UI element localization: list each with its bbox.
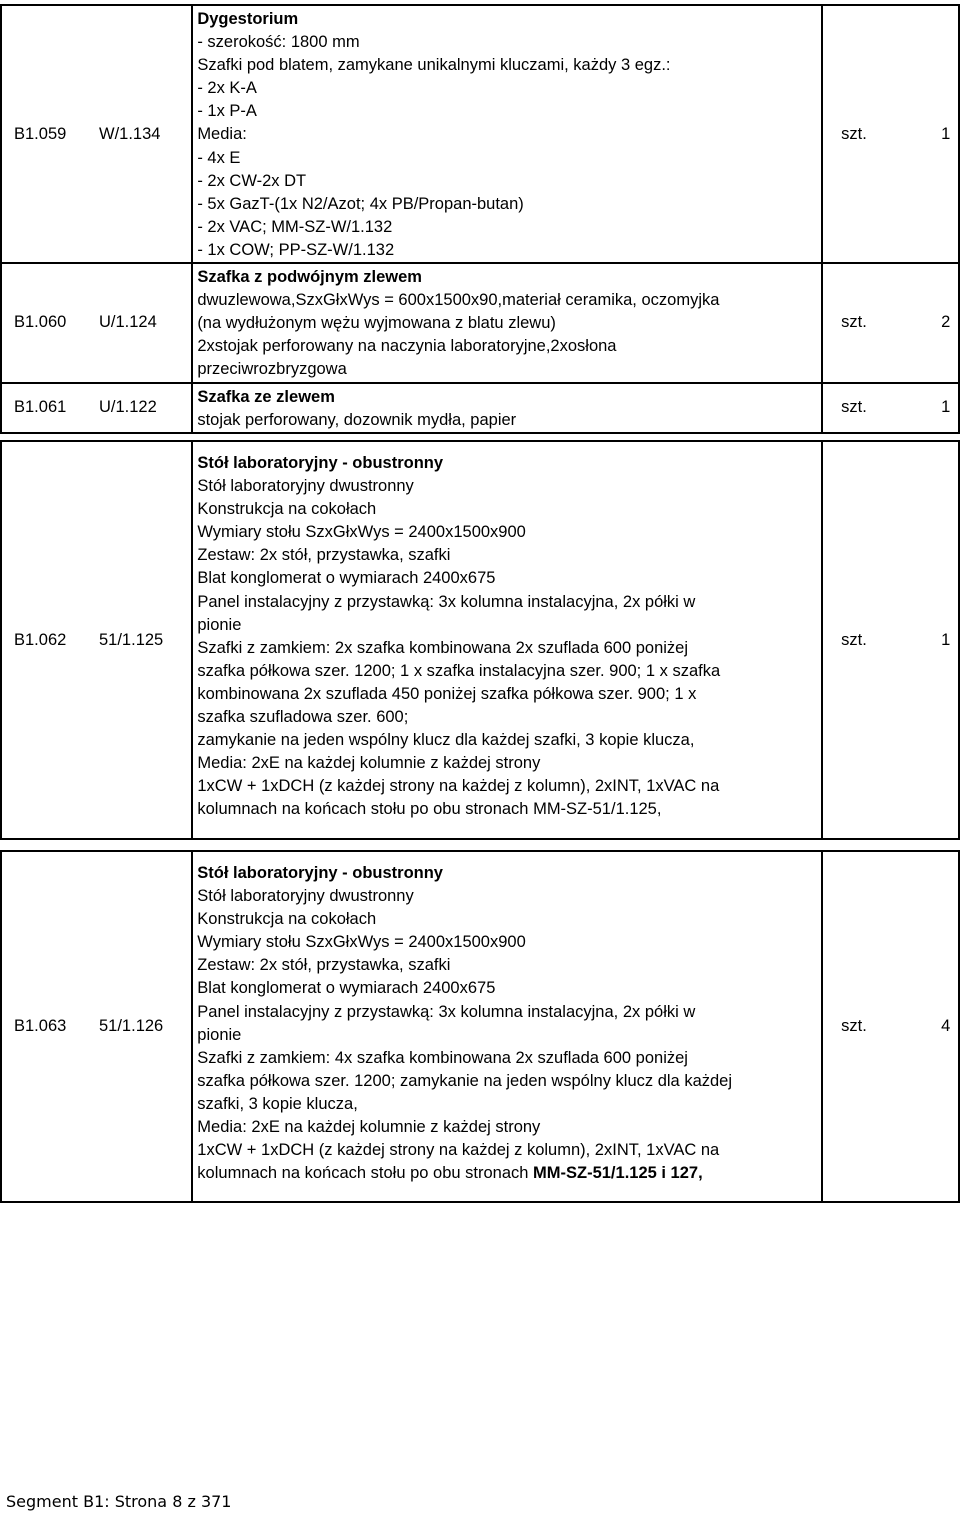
item-unit: szt.: [841, 630, 867, 649]
item-qty: 2: [941, 313, 951, 332]
item-ref: 51/1.126: [99, 1017, 164, 1035]
page-footer: Segment B1: Strona 8 z 371: [6, 1492, 232, 1511]
table-row: [1, 441, 959, 839]
item-qty: 1: [941, 630, 951, 649]
item-unit: szt.: [841, 1017, 867, 1035]
item-title: Dygestorium: [197, 10, 299, 28]
item-ref: W/1.134: [99, 124, 161, 143]
item-unit: szt.: [841, 398, 867, 417]
item-qty: 1: [941, 124, 951, 143]
item-ref-bold: MM-SZ-51/1.125 i 127,: [533, 1164, 703, 1183]
table-row: [1, 851, 959, 1202]
items-table-1: [0, 4, 960, 434]
item-description: Szafka ze zlewem stojak perforowany, dozownik mydła, papier: [192, 383, 822, 433]
items-table-3: [0, 850, 960, 1203]
item-code: B1.063: [14, 1017, 67, 1035]
item-title: Szafka ze zlewem: [197, 387, 335, 406]
item-description: Stół laboratoryjny - obustronny Stół laboratoryjny dwustronny Konstrukcja na cokołach Wymiary stołu SzxGłxWys = 2400x1500x900 Zestaw: 2x stół, przystawka, szafki Blat konglomerat o wymiarach 2400x675 Panel instalacyjny z przystawką: 3x kolumna instalacyjna, 2x półki w pionie Szafki z zamkiem: 4x szafka kombinowana 2x szuflada 600 poniżej szafka półkowa szer. 1200; zamykanie na jeden wspólny klucz dla każdej szafki, 3 kopie klucza, Media: 2xE na każdej kolumnie z każdej strony 1xCW + 1xDCH (z każdej strony na każdej z kolumn), 2xINT, 1xVAC na kolumnach na końcach stołu po obu stronach MM-SZ-51/1.125 i 127,: [192, 851, 822, 1202]
item-qty: 1: [941, 398, 951, 417]
item-ref: 51/1.125: [99, 630, 164, 649]
table-row: [1, 5, 959, 263]
item-code: B1.062: [14, 630, 67, 649]
item-description: Szafka z podwójnym zlewem dwuzlewowa,SzxGłxWys = 600x1500x90,materiał ceramika, oczomyjka (na wydłużonym wężu wyjmowana z blatu zlewu) 2xstojak perforowany na naczynia laboratoryjne,2xosłona przeciwrozbryzgowa: [192, 263, 822, 382]
item-unit: szt.: [841, 124, 867, 143]
item-code: B1.059: [14, 124, 67, 143]
table-row: [1, 263, 959, 382]
table-row: [1, 383, 959, 433]
item-code: B1.061: [14, 398, 67, 417]
items-table-2: [0, 440, 960, 840]
item-description: Dygestorium - szerokość: 1800 mm Szafki pod blatem, zamykane unikalnymi kluczami, każdy 3 egz.: - 2x K-A - 1x P-A Media: - 4x E - 2x CW-2x DT - 5x GazT-(1x N2/Azot; 4x PB/Propan-butan) - 2x VAC; MM-SZ-W/1.132 - 1x COW; PP-SZ-W/1.132: [192, 5, 822, 263]
item-ref: U/1.124: [99, 313, 157, 332]
item-description: Stół laboratoryjny - obustronny Stół laboratoryjny dwustronny Konstrukcja na cokołach Wymiary stołu SzxGłxWys = 2400x1500x900 Zestaw: 2x stół, przystawka, szafki Blat konglomerat o wymiarach 2400x675 Panel instalacyjny z przystawką: 3x kolumna instalacyjna, 2x półki w pionie Szafki z zamkiem: 2x szafka kombinowana 2x szuflada 600 poniżej szafka półkowa szer. 1200; 1 x szafka instalacyjna szer. 900; 1 x szafka kombinowana 2x szuflada 450 poniżej szafka półkowa szer. 900; 1 x szafka szufladowa szer. 600; zamykanie na jeden wspólny klucz dla każdej szafki, 3 kopie klucza, Media: 2xE na każdej kolumnie z każdej strony 1xCW + 1xDCH (z każdej strony na każdej z kolumn), 2xINT, 1xVAC na kolumnach na końcach stołu po obu stronach MM-SZ-51/1.125,: [192, 441, 822, 839]
item-unit: szt.: [841, 313, 867, 332]
item-title: Stół laboratoryjny - obustronny: [197, 454, 444, 472]
item-title: Szafka z podwójnym zlewem: [197, 268, 422, 287]
item-code: B1.060: [14, 313, 67, 332]
item-qty: 4: [941, 1017, 951, 1035]
item-ref: U/1.122: [99, 398, 157, 417]
item-title: Stół laboratoryjny - obustronny: [197, 864, 443, 882]
